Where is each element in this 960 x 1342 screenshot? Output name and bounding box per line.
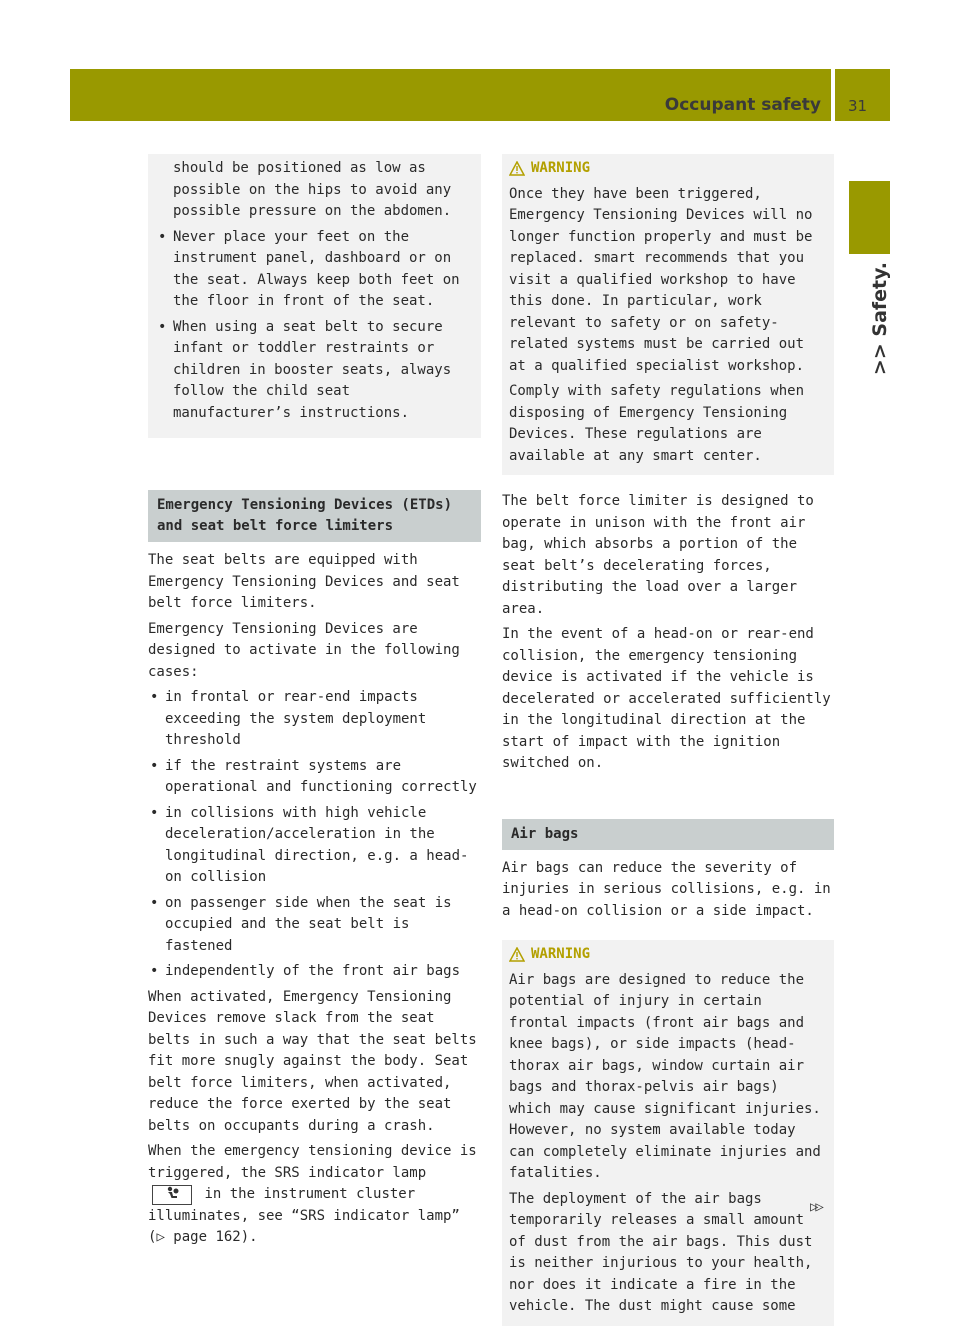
continuation-bullets [173, 227, 475, 425]
page-reference: page 162). [164, 1229, 258, 1245]
right-column [502, 154, 834, 1342]
paragraph: In the event of a head-on or rear-end collision, the emergency tensioning device is activated if the vehicle is decelerated or accelerated sufficiently in the longitudinal direction at the start of impact with the ignition switched on. [502, 626, 831, 771]
paragraph [148, 1141, 481, 1249]
section-heading-airbags: Air bags [502, 819, 834, 850]
list-item: • independently of the front air bags [148, 961, 481, 983]
header-bar [70, 69, 831, 121]
paragraph-text: in the instrument cluster illuminates, see “SRS indicator lamp” ( [148, 1186, 460, 1245]
srs-indicator-lamp-icon [152, 1185, 192, 1205]
side-tab [849, 181, 890, 254]
side-tab-label: >> Safety. [869, 262, 891, 376]
warning-box-airbags [502, 940, 834, 1326]
list-item: • When using a seat belt to secure infant or toddler restraints or children in booster seats, always follow the child seat manufacturer’s instructions. [173, 317, 475, 425]
page-number-box [835, 69, 890, 121]
paragraph: The belt force limiter is designed to operate in unison with the front air bag, which absorbs a portion of the seat belt’s decelerating forces, distributing the load over a larger area. [502, 493, 814, 617]
list-item: • on passenger side when the seat is occupied and the seat belt is fastened [148, 893, 481, 958]
warning-text: Air bags are designed to reduce the potential of injury in certain frontal impacts (front air bags and knee bags), or side impacts (head-thorax air bags, window curtain air bags and thorax-pelvis air bags) which may cause significant injuries. However, no system available today can completely eliminate injuries and fatalities. [509, 971, 821, 1181]
warning-label: WARNING [531, 946, 591, 962]
paragraph-text: When the emergency tensioning device is triggered, the SRS indicator lamp [148, 1143, 477, 1181]
warning-title [509, 944, 827, 966]
warning-box-etd [502, 154, 834, 475]
paragraph: Emergency Tensioning Devices are designed to activate in the following cases: [148, 620, 460, 680]
list-item: • in frontal or rear-end impacts exceeding the system deployment threshold [148, 687, 481, 752]
paragraph: Air bags can reduce the severity of injuries in serious collisions, e.g. in a head-on collision or a side impact. [502, 859, 831, 919]
warning-title [509, 158, 827, 180]
warning-label: WARNING [531, 160, 591, 176]
paragraph: The seat belts are equipped with Emergency Tensioning Devices and seat belt force limiters. [148, 552, 460, 611]
next-page-icon: ▷▷ [810, 1199, 821, 1215]
list-item: • in collisions with high vehicle deceleration/acceleration in the longitudinal direction, e.g. a head-on collision [148, 803, 481, 889]
warning-triangle-icon [509, 161, 525, 176]
section-heading-etd: Emergency Tensioning Devices (ETDs) and seat belt force limiters [148, 490, 481, 542]
continued-warning-box [148, 154, 481, 438]
list-item: • if the restraint systems are operational and functioning correctly [148, 756, 481, 799]
warning-text: Comply with safety regulations when disposing of Emergency Tensioning Devices. These regulations are available at any smart center. [509, 383, 805, 464]
warning-text: Once they have been triggered, Emergency Tensioning Devices will no longer function properly and must be replaced. smart recommends that you visit a qualified workshop to have this done. In particular, work relevant to safety or on safety-related systems must be carried out at a qualified specialist workshop. [509, 185, 813, 374]
paragraph: When activated, Emergency Tensioning Devices remove slack from the seat belts in such a way that the seat belts fit more snugly against the body. Seat belt force limiters, when activated, reduce the force exerted by the seat belts on occupants during a crash. [148, 988, 477, 1134]
list-item: • Never place your feet on the instrument panel, dashboard or on the seat. Always keep both feet on the floor in front of the seat. [173, 227, 475, 313]
page-number: 31 [848, 97, 868, 115]
continuation-text: should be positioned as low as possible on the hips to avoid any possible pressure on the abdomen. [173, 160, 452, 219]
activation-cases-list [148, 687, 481, 983]
page-title: Occupant safety [664, 95, 821, 115]
warning-triangle-icon [509, 947, 525, 962]
page-ref-arrow: ▷ [156, 1229, 165, 1245]
left-column [148, 154, 481, 1253]
warning-text: The deployment of the air bags temporarily releases a small amount of dust from the air bags. This dust is neither injurious to your health, nor does it indicate a fire in the vehicle. The dust might cause some [509, 1190, 813, 1314]
